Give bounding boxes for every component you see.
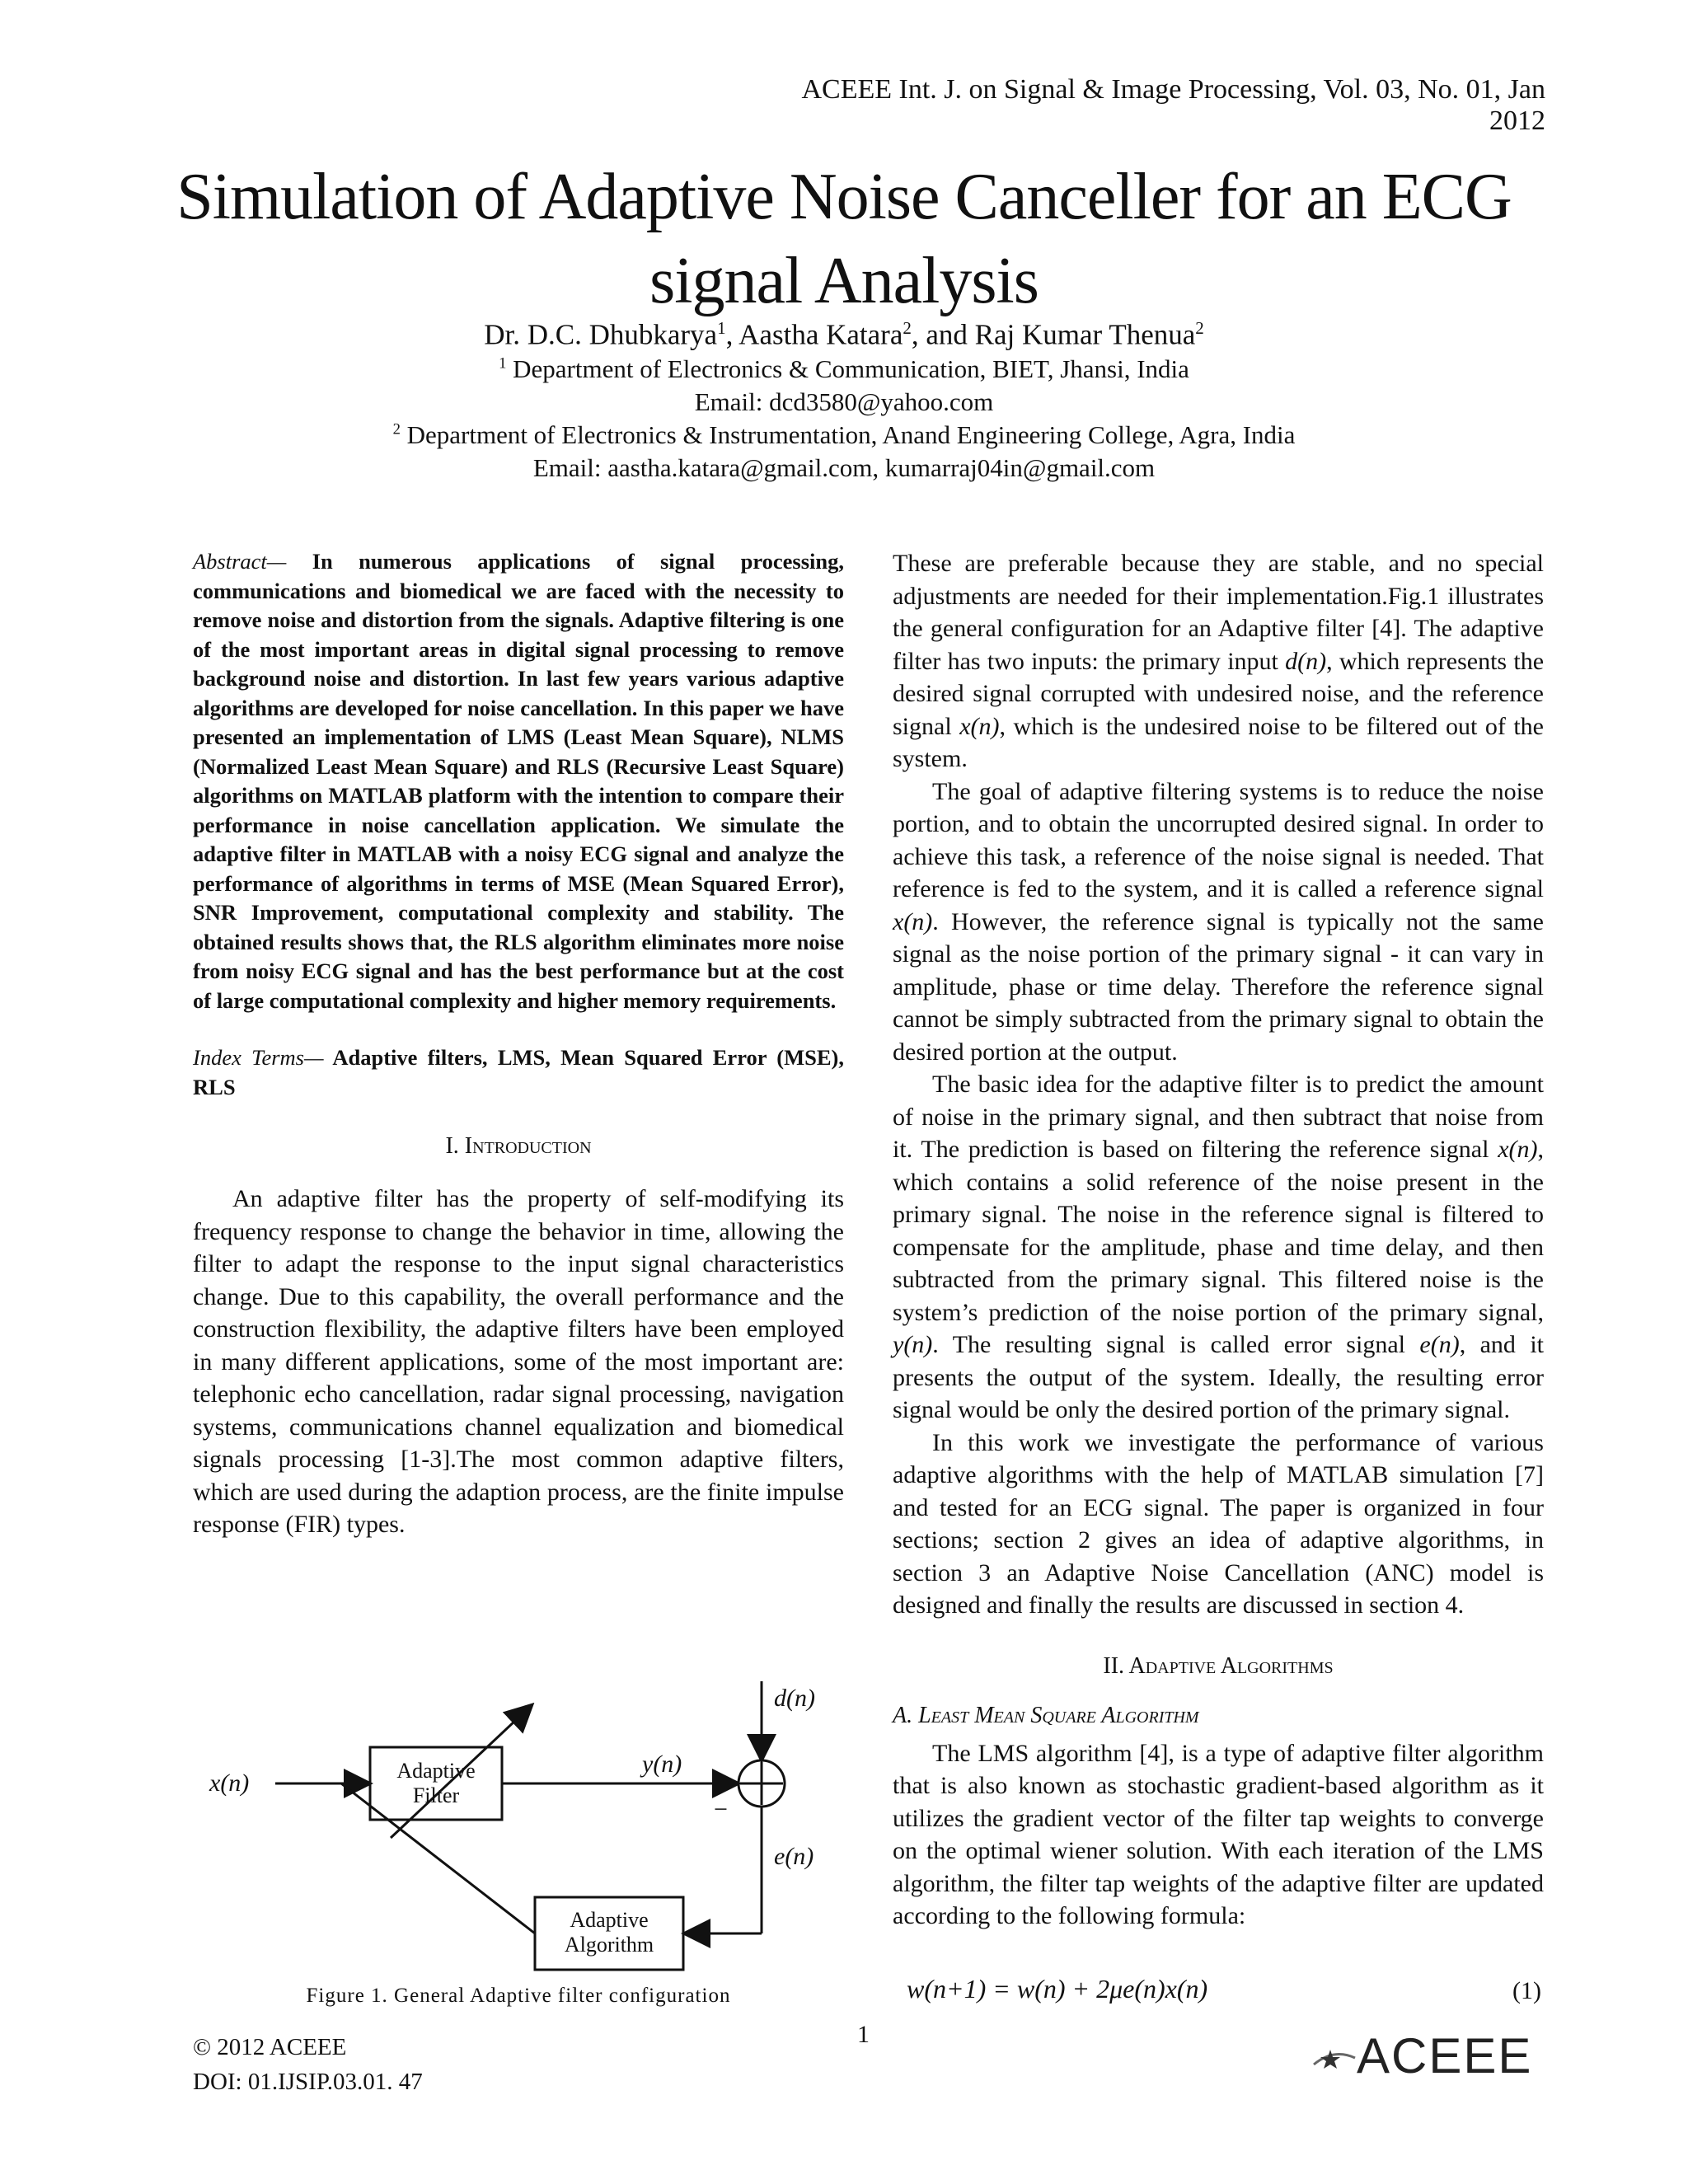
intro-paragraph-1: An adaptive filter has the property of self-modifying its frequency response to change the behavior in time, allowing the filter to adapt the response to the input signal characteristics change. Due to this capability, the overall performance and the construction flexibility, the adaptive filters have been employed in many different applications, some of the most important are: telephonic echo cancellation, radar signal processing, navigation systems, communications channel equalization and biomedical signals processing [1-3].The most common adaptive filters, which are used during the adaption process, are the finite impulse response (FIR) types. xyxy=(193,1185,844,1538)
left-column xyxy=(193,547,844,1541)
affiliation-2 xyxy=(99,420,1589,450)
label-xn: x(n) xyxy=(209,1769,250,1797)
text-span: The goal of adaptive filtering systems is to reduce the noise portion, and to obtain the uncorrupted desired signal. In order to achieve this task, a reference of the noise signal is needed. That reference is fed to the system, and it is called a reference signal xyxy=(893,777,1544,902)
lms-paragraph-1: The LMS algorithm [4], is a type of adaptive filter algorithm that is also known as stochastic gradient-based algorithm as it utilizes the gradient vector of the filter tap weights to converge on the optimal wiener solution. With each iteration of the LMS algorithm, the filter tap weights of the adaptive filter are updated according to the following formula: xyxy=(893,1739,1544,1929)
author-2-affil-mark: 2 xyxy=(903,318,912,338)
text-span: The basic idea for the adaptive filter is to predict the amount of noise in the primary signal, and then subtract that noise from it. The prediction is based on filtering the reference signal xyxy=(893,1071,1544,1163)
right-paragraph-2 xyxy=(893,776,1544,1069)
text-span: , and it presents the output of the system. Ideally, the resulting error signal would be only the desired portion of the primary signal. xyxy=(893,1331,1544,1423)
label-yn: y(n) xyxy=(642,1750,682,1778)
section-heading-introduction: I. Introduction xyxy=(445,1133,592,1159)
author-list xyxy=(99,318,1589,352)
figure-1-caption: Figure 1. General Adaptive filter configuration xyxy=(306,1985,731,2007)
affiliation-1 xyxy=(99,354,1589,384)
var-yn: y(n) xyxy=(893,1331,933,1358)
figure-1-svg xyxy=(193,1673,844,1994)
filter-label-1: Adaptive xyxy=(396,1759,476,1783)
label-minus: − xyxy=(714,1796,728,1823)
abstract xyxy=(193,547,844,1015)
var-xn: x(n) xyxy=(1498,1136,1538,1163)
var-xn: x(n) xyxy=(959,712,1000,740)
text-span: . The resulting signal is called error signal xyxy=(932,1331,1420,1358)
right-paragraph-3 xyxy=(893,1068,1544,1427)
equation-1 xyxy=(907,1974,1550,2015)
text-span: . However, the reference signal is typically not the same signal as the noise portion of the primary signal - it can vary in amplitude, phase or time delay. Therefore the reference signal cannot be simply subtracted from the primary signal to obtain the desired portion at the output. xyxy=(893,907,1544,1066)
equation-number: (1) xyxy=(1512,1977,1541,2004)
paper-title xyxy=(99,155,1589,323)
algorithm-label-1: Adaptive xyxy=(570,1908,649,1932)
email-1: Email: dcd3580@yahoo.com xyxy=(694,387,994,416)
abstract-text: In numerous applications of signal processing, communications and biomedical we are faced with the necessity to remove noise and distortion from the signals. Adaptive filtering is one of the most important areas in digital signal processing to remove background noise and distortion. In last few years various adaptive algorithms are developed for noise cancellation. In this paper we have presented an implementation of LMS (Least Mean Square), NLMS (Normalized Least Mean Square) and RLS (Recursive Least Square) algorithms on MATLAB platform with the intention to compare their performance in noise cancellation application. We simulate the adaptive filter in MATLAB with a noisy ECG signal and analyze the performance of algorithms in terms of MSE (Mean Squared Error), SNR Improvement, computational complexity and stability. The obtained results shows that, the RLS algorithm eliminates more noise from noisy ECG signal and has the best performance but at the cost of large computational complexity and higher memory requirements. xyxy=(193,549,844,1013)
email-2: Email: aastha.katara@gmail.com, kumarraj04in@gmail.com xyxy=(532,453,1156,482)
star-swoosh-icon xyxy=(1311,2043,1357,2076)
text-span: , which contains a solid reference of the noise present in the primary signal. The noise in the reference signal is filtered to compensate for the amplitude, phase and time delay, and then subtracted from the primary signal. This filtered noise is the system’s prediction of the noise portion of the primary signal, xyxy=(893,1136,1544,1326)
footer-copyright: © 2012 ACEEE xyxy=(193,2034,347,2060)
figure-1-diagram xyxy=(193,1673,844,1994)
label-dn: d(n) xyxy=(774,1685,815,1712)
abstract-lead: Abstract— xyxy=(193,549,287,574)
var-xn: x(n) xyxy=(893,907,933,935)
text-span: , which is the undesired noise to be filtered out of the system. xyxy=(893,712,1544,772)
right-paragraph-1 xyxy=(893,547,1544,776)
text-span: These are preferable because they are stable, and no special adjustments are needed for their implementation.Fig.1 illustrates the general configuration for an Adaptive filter [4]. The adaptive filter has two inputs: the primary input xyxy=(893,550,1544,675)
logo-text: ACEEE xyxy=(1357,2028,1533,2083)
text-span: , which represents the desired signal corrupted with undesired noise, and the reference signal xyxy=(893,647,1545,740)
author-3-affil-mark: 2 xyxy=(1195,318,1204,338)
section-heading-adaptive-algorithms: II. Adaptive Algorithms xyxy=(1103,1652,1334,1679)
index-terms xyxy=(193,1043,844,1102)
filter-label-2: Filter xyxy=(412,1783,460,1807)
affiliation-2-text: Department of Electronics & Instrumentation, Anand Engineering College, Agra, India xyxy=(400,420,1296,449)
page-number: 1 xyxy=(857,2021,870,2048)
affiliation-1-text: Department of Electronics & Communication, BIET, Jhansi, India xyxy=(506,354,1189,383)
equation-text: w(n+1) = w(n) + 2μe(n)x(n) xyxy=(907,1974,1208,2004)
affiliation-1-mark: 1 xyxy=(499,354,507,373)
var-en: e(n) xyxy=(1419,1331,1460,1358)
subsection-heading-lms: A. Least Mean Square Algorithm xyxy=(893,1702,1199,1728)
affiliation-2-mark: 2 xyxy=(392,420,401,438)
journal-header: ACEEE Int. J. on Signal & Image Processing, Vol. 03, No. 01, Jan 2012 xyxy=(801,74,1545,136)
author-3: , and Raj Kumar Thenua xyxy=(911,318,1196,351)
publisher-logo xyxy=(1311,2027,1532,2084)
label-en: e(n) xyxy=(774,1843,814,1870)
author-2: , Aastha Katara xyxy=(725,318,903,351)
right-column xyxy=(893,547,1544,1933)
index-terms-lead: Index Terms— xyxy=(193,1045,324,1070)
title-line-1: Simulation of Adaptive Noise Canceller for an ECG xyxy=(176,161,1512,233)
author-1: Dr. D.C. Dhubkarya xyxy=(484,318,718,351)
author-1-affil-mark: 1 xyxy=(717,318,726,338)
title-line-2: signal Analysis xyxy=(649,245,1039,317)
index-terms-text: Adaptive filters, LMS, Mean Squared Error (MSE), RLS xyxy=(193,1045,844,1099)
var-dn: d(n) xyxy=(1285,647,1327,675)
footer-doi: DOI: 01.IJSIP.03.01. 47 xyxy=(193,2069,423,2095)
algorithm-label-2: Algorithm xyxy=(564,1933,654,1957)
right-paragraph-4: In this work we investigate the performance of various adaptive algorithms with the help of MATLAB simulation [7] and tested for an ECG signal. The paper is organized in four sections; section 2 gives an idea of adaptive algorithms, in section 3 an Adaptive Noise Cancellation (ANC) model is designed and finally the results are discussed in section 4. xyxy=(893,1428,1544,1619)
